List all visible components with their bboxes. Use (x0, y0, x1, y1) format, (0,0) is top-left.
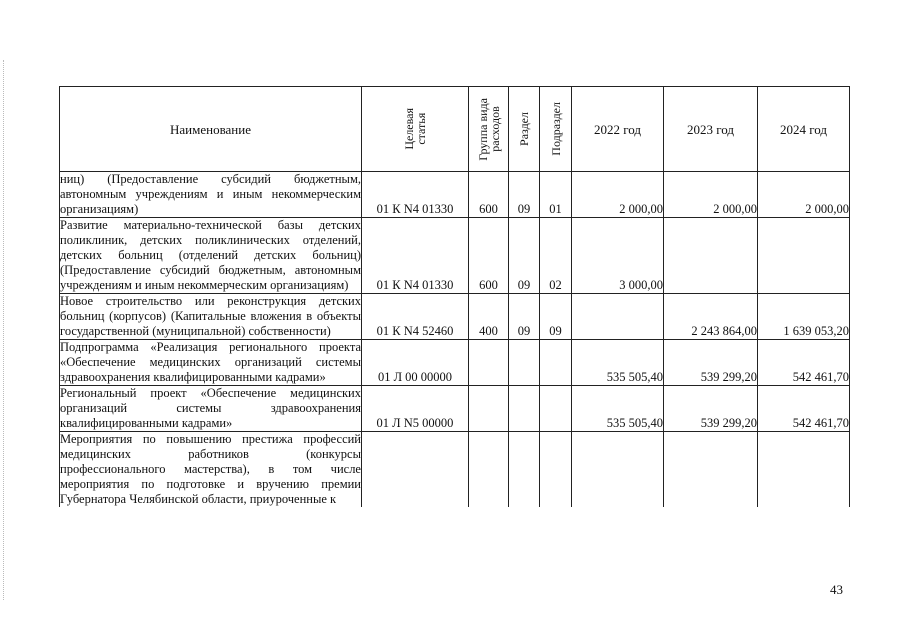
row-name: Подпрограмма «Реализация регионального проекта «Обеспечение медицинских организаций системы здравоохранения квалифицированными кадрами» (60, 340, 361, 384)
row-amount-2023 (664, 218, 758, 294)
table-header-row (60, 87, 850, 172)
row-amount-2024: 542 461,70 (758, 340, 850, 386)
row-name: ниц) (Предоставление субсидий бюджетным, автономным учреждениям и иным некоммерческим организациям) (60, 172, 361, 216)
scan-edge-line (3, 60, 5, 600)
row-section (509, 340, 540, 386)
row-target-article: 01 К N4 52460 (362, 294, 469, 340)
header-section (509, 87, 540, 172)
table-row (60, 432, 850, 508)
header-2024: 2024 год (758, 87, 850, 172)
row-target-article (362, 432, 469, 508)
row-name: Новое строительство или реконструкция детских больниц (корпусов) (Капитальные вложения в объекты государственной (муниципальной) собственности) (60, 294, 361, 338)
row-amount-2022: 2 000,00 (572, 172, 664, 218)
row-expense-group (469, 340, 509, 386)
row-amount-2023: 2 243 864,00 (664, 294, 758, 340)
row-subsection: 02 (540, 218, 572, 294)
row-amount-2024: 1 639 053,20 (758, 294, 850, 340)
row-amount-2024: 2 000,00 (758, 172, 850, 218)
row-amount-2024: 542 461,70 (758, 386, 850, 432)
row-amount-2022: 535 505,40 (572, 386, 664, 432)
row-section: 09 (509, 294, 540, 340)
table-row (60, 218, 850, 294)
table-row (60, 386, 850, 432)
row-expense-group: 600 (469, 218, 509, 294)
header-subsection-label: Подраздел (548, 102, 563, 156)
row-section (509, 386, 540, 432)
row-expense-group: 600 (469, 172, 509, 218)
row-target-article: 01 К N4 01330 (362, 172, 469, 218)
row-expense-group (469, 432, 509, 508)
row-amount-2023 (664, 432, 758, 508)
page-number: 43 (830, 582, 843, 597)
row-subsection (540, 432, 572, 508)
row-subsection (540, 340, 572, 386)
row-amount-2024 (758, 432, 850, 508)
row-amount-2022: 535 505,40 (572, 340, 664, 386)
row-amount-2022: 3 000,00 (572, 218, 664, 294)
row-amount-2024 (758, 218, 850, 294)
row-expense-group (469, 386, 509, 432)
header-expense-group (469, 87, 509, 172)
row-name: Мероприятия по повышению престижа профессий медицинских работников (конкурсы профессионального мастерства), в том числе мероприятия по подготовке и вручению премии Губернатора Челябинской области, приуроченные к (60, 432, 361, 506)
row-amount-2023: 539 299,20 (664, 386, 758, 432)
row-amount-2023: 2 000,00 (664, 172, 758, 218)
header-name: Наименование (60, 87, 362, 172)
header-target-line2: статья (414, 113, 428, 145)
row-subsection: 01 (540, 172, 572, 218)
header-target-line1: Целевая (402, 108, 416, 150)
header-2022: 2022 год (572, 87, 664, 172)
row-section: 09 (509, 172, 540, 218)
row-name: Региональный проект «Обеспечение медицинских организаций системы здравоохранения квалифицированными кадрами» (60, 386, 361, 430)
header-subsection (540, 87, 572, 172)
row-name: Развитие материально-технической базы детских поликлиник, детских поликлинических отделений, детских больниц (отделений детских больниц) (Предоставление субсидий бюджетным, автономным учреждениям и иным некоммерческим организациям) (60, 218, 361, 292)
header-2023: 2023 год (664, 87, 758, 172)
header-target-article (362, 87, 469, 172)
row-target-article: 01 Л N5 00000 (362, 386, 469, 432)
header-group-line2: расходов (487, 106, 502, 152)
budget-table (59, 86, 850, 507)
row-target-article: 01 К N4 01330 (362, 218, 469, 294)
row-target-article: 01 Л 00 00000 (362, 340, 469, 386)
table-row (60, 294, 850, 340)
row-expense-group: 400 (469, 294, 509, 340)
row-amount-2022 (572, 294, 664, 340)
row-section (509, 432, 540, 508)
header-section-label: Раздел (517, 112, 531, 146)
row-amount-2023: 539 299,20 (664, 340, 758, 386)
table-row (60, 172, 850, 218)
table-row (60, 340, 850, 386)
header-group-line1: Группа вида (475, 97, 490, 161)
row-subsection: 09 (540, 294, 572, 340)
row-amount-2022 (572, 432, 664, 508)
row-section: 09 (509, 218, 540, 294)
row-subsection (540, 386, 572, 432)
